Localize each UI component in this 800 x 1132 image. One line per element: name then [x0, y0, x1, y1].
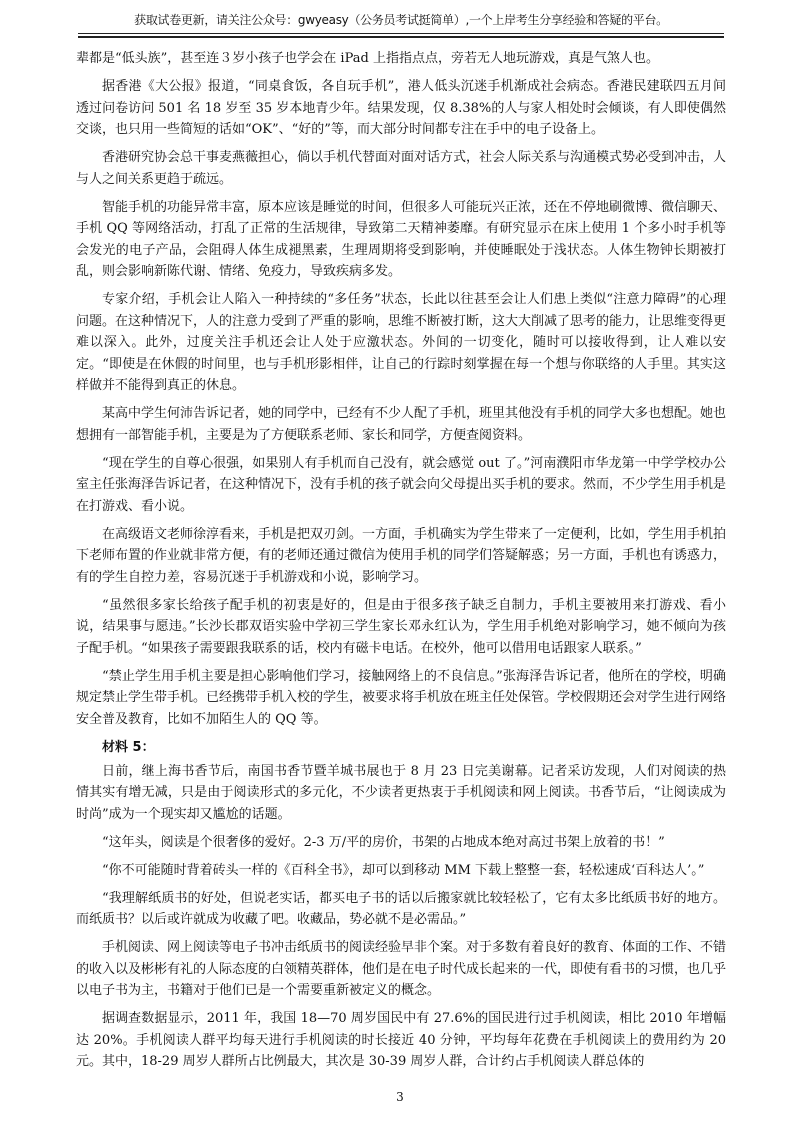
paragraph: 日前，继上海书香节后，南国书香节暨羊城书展也于 8 月 23 日完美谢幕。记者采访发现，人们对阅读的热情其实有增无减，只是由于阅读形式的多元化，不少读者更热衷于手机阅读和网上阅读。书香节后，“让阅读成为时尚”成为一个现实却又尴尬的话题。	[76, 763, 726, 822]
paragraph: 某高中学生何沛告诉记者，她的同学中，已经有不少人配了手机，班里其他没有手机的同学大多也想配。她也想拥有一部智能手机，主要是为了方便联系老师、家长和同学，方便查阅资料。	[76, 406, 727, 443]
document-body	[76, 48, 726, 1079]
page-number: 3	[396, 1090, 404, 1104]
header-rule-thick	[78, 36, 724, 38]
paragraph: “这年头，阅读是个很奢侈的爱好。2-3 万/平的房价，书架的占地成本绝对高过书架上放着的书！”	[102, 834, 665, 850]
paragraph: 智能手机的功能异常丰富，原本应该是睡觉的时间，但很多人可能玩兴正浓，还在不停地刷微博、微信聊天、手机 QQ 等网络活动，打乱了正常的生活规律，导致第二天精神萎靡。有研究显示在床上使用 1 个多小时手机等会发光的电子产品，会阻碍人体生成褪黑素，生理周期将受到影响，并使睡眠处于浅状态。人体生物钟长期被打乱，则会影响新陈代谢、情绪、免疫力，导致疾病多发。	[76, 199, 727, 279]
header-rule-thin	[78, 33, 724, 34]
paragraph: 在高级语文老师徐淳看来，手机是把双刃剑。一方面，手机确实为学生带来了一定便利，比如，学生用手机拍下老师布置的作业就非常方便，有的老师还通过微信为使用手机的同学们答疑解惑；另一方面，手机也有诱惑力，有的学生自控力差，容易沉迷于手机游戏和小说，影响学习。	[76, 526, 727, 585]
paragraph: 香港研究协会总干事麦燕薇担心，倘以手机代替面对面对话方式，社会人际关系与沟通模式势必受到冲击，人与人之间关系更趋于疏远。	[76, 150, 727, 187]
paragraph: 手机阅读、网上阅读等电子书冲击纸质书的阅读经验早非个案。对于多数有着良好的教育、体面的工作、不错的收入以及彬彬有礼的人际态度的白领精英群体，他们是在电子时代成长起来的一代，即使有看书的习惯，也几乎以电子书为主，书籍对于他们已是一个需要重新被定义的概念。	[76, 940, 727, 998]
section-heading: 材料 5：	[102, 739, 155, 755]
paragraph: “我理解纸质书的好处，但说老实话，都买电子书的话以后搬家就比较轻松了，它有太多比纸质书好的地方。而纸质书？以后或许就成为收藏了吧。收藏品，势必就不是必需品。”	[76, 890, 726, 927]
paragraph: “现在学生的自尊心很强，如果别人有手机而自己没有，就会感觉 out 了。”河南濮阳市华龙第一中学学校办公室主任张海泽告诉记者，在这种情况下，没有手机的孩子就会向父母提出买手机的要求。然而，不少学生用手机是在打游戏、看小说。	[76, 455, 727, 514]
page-header: 获取试卷更新，请关注公众号：gwyeasy（公务员考试挺简单）,一个上岸考生分享经验和答疑的平台。	[134, 13, 668, 27]
paragraph: 专家介绍，手机会让人陷入一种持续的“多任务”状态，长此以往甚至会让人们患上类似“注意力障碍”的心理问题。在这种情况下，人的注意力受到了严重的影响，思维不断被打断，这大大削减了思考的能力，让思维变得更难以深入。此外，过度关注手机还会让人处于应激状态。外间的一切变化，随时可以接收得到，让人难以安定。“即使是在休假的时间里，也与手机形影相伴，让自己的行踪时刻掌握在每一个想与你联络的人手里。其实这样做并不能得到真正的休息。	[76, 292, 727, 393]
paragraph: 据香港《大公报》报道，“同桌食饭，各自玩手机”，港人低头沉迷手机渐成社会病态。香港民建联四五月间透过问卷访问 501 名 18 岁至 35 岁本地青少年。结果发现，仅 8.38%的人与家人相处时会倾谈，有人即使偶然交谈，也只用一些简短的话如“OK”、“好的”等，而大部分时间都专注在手中的电子设备上。	[76, 79, 726, 137]
paragraph: “虽然很多家长给孩子配手机的初衷是好的，但是由于很多孩子缺乏自制力，手机主要被用来打游戏、看小说，结果事与愿违。”长沙长郡双语实验中学初三学生家长邓永红认为，学生用手机绝对影响学习，她不倾向为孩子配手机。“如果孩子需要跟我联系的话，校内有磁卡电话。在校外，他可以借用电话跟家人联系。”	[76, 597, 726, 656]
paragraph: 辈都是“低头族”，甚至连３岁小孩子也学会在 iPad 上指指点点，旁若无人地玩游戏，真是气煞人也。	[76, 51, 659, 66]
paragraph: “你不可能随时背着砖头一样的《百科全书》，却可以到移动 MM 下载上整整一套，轻松速成‘百科达人’。”	[102, 862, 705, 878]
paragraph: “禁止学生用手机主要是担心影响他们学习，接触网络上的不良信息。”张海泽告诉记者，他所在的学校，明确规定禁止学生带手机。已经携带手机入校的学生，被要求将手机放在班主任处保管。学校假期还会对学生进行网络安全普及教育，比如不加陌生人的 QQ 等。	[76, 668, 727, 727]
paragraph: 据调查数据显示，2011 年，我国 18—70 周岁国民中有 27.6%的国民进行过手机阅读，相比 2010 年增幅达 20%。手机阅读人群平均每天进行手机阅读的时长接近 40 分钟，平均每年花费在手机阅读上的费用约为 20 元。其中，18-29 周岁人群所占比例最大，其次是 30-39 周岁人群，合计约占手机阅读人群总体的	[76, 1011, 726, 1069]
